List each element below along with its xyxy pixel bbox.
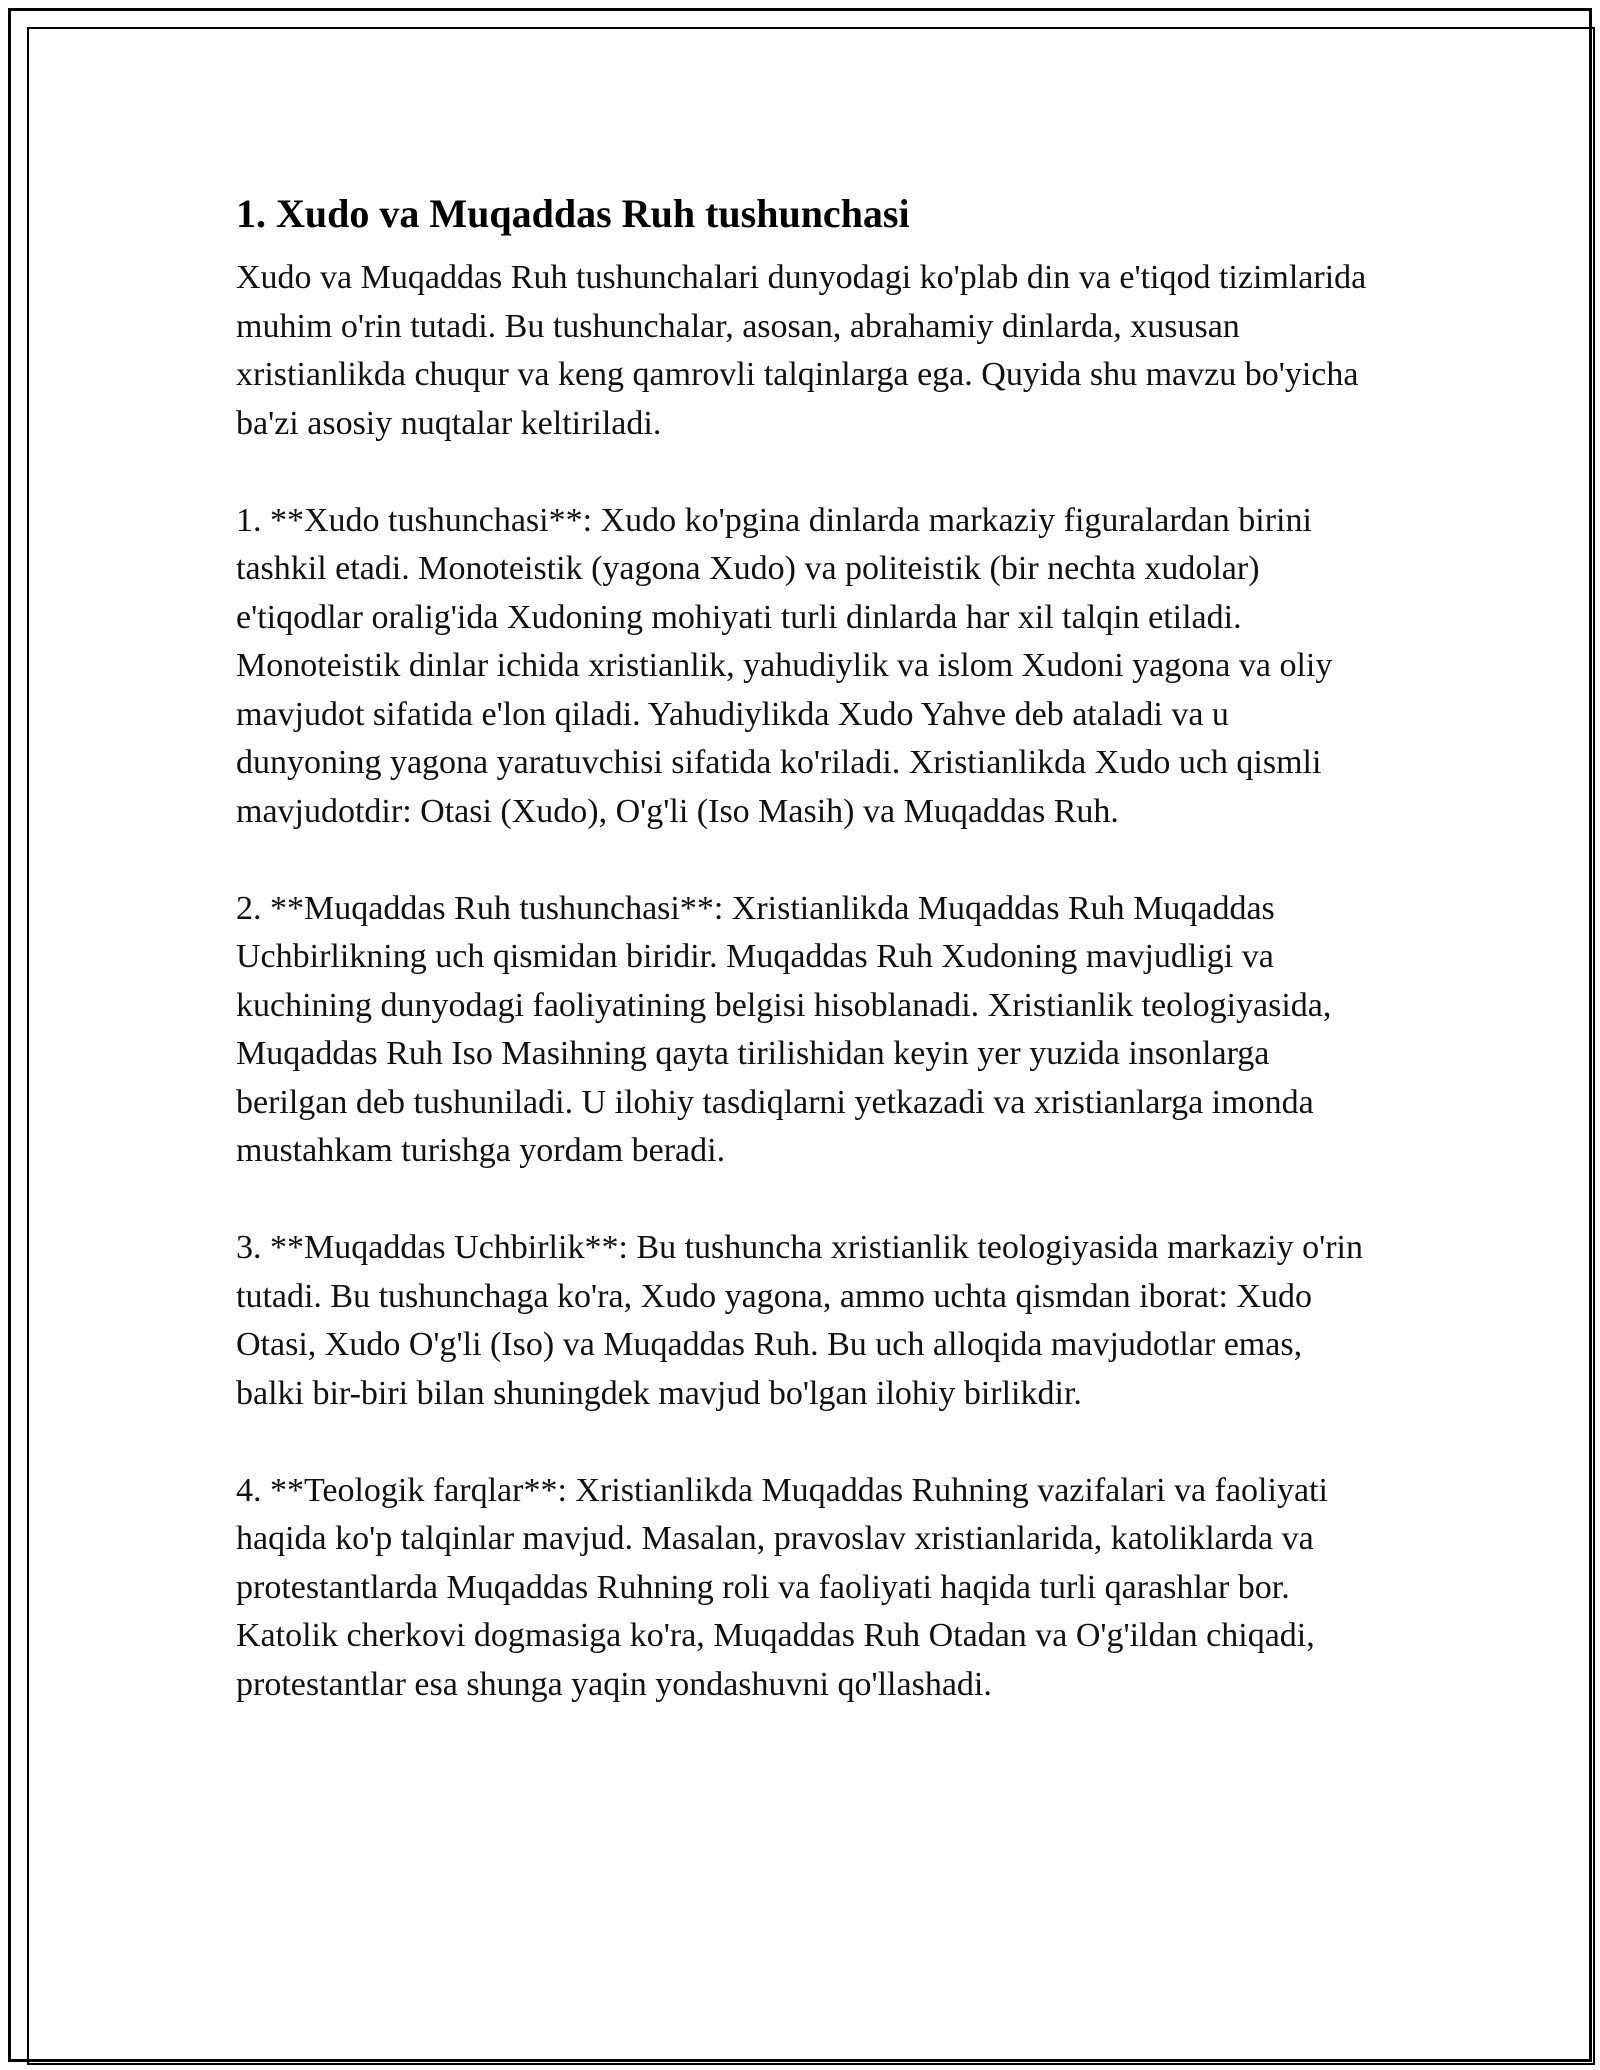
paragraph-holy-trinity: 3. **Muqaddas Uchbirlik**: Bu tushuncha xristianlik teologiyasida markaziy o'rin tutadi. Bu tushunchaga ko'ra, Xudo yagona, ammo uchta qismdan iborat: Xudo Otasi, Xudo O'g'li (Iso) va Muqaddas Ruh. Bu uch alloqida mavjudotlar emas, balki bir-biri bilan shuningdek mavjud bo'lgan ilohiy birlikdir. xyxy=(236,1229,1363,1412)
intro-paragraph: Xudo va Muqaddas Ruh tushunchalari dunyodagi ko'plab din va e'tiqod tizimlarida muhim o'rin tutadi. Bu tushunchalar, asosan, abrahamiy dinlarda, xususan xristianlikda chuqur va keng qamrovli talqinlarga ega. Quyida shu mavzu bo'yicha ba'zi asosiy nuqtalar keltiriladi. xyxy=(236,259,1367,442)
paragraph-holy-spirit-concept: 2. **Muqaddas Ruh tushunchasi**: Xristianlikda Muqaddas Ruh Muqaddas Uchbirlikning uch qismidan biridir. Muqaddas Ruh Xudoning mavjudligi va kuchining dunyodagi faoliyatining belgisi hisoblanadi. Xristianlik teologiyasida, Muqaddas Ruh Iso Masihning qayta tirilishidan keyin yer yuzida insonlarga berilgan deb tushuniladi. U ilohiy tasdiqlarni yetkazadi va xristianlarga imonda mustahkam turishga yordam beradi. xyxy=(236,889,1332,1169)
document-title: 1. Xudo va Muqaddas Ruh tushunchasi xyxy=(236,191,910,236)
paragraph-theological-differences: 4. **Teologik farqlar**: Xristianlikda Muqaddas Ruhning vazifalari va faoliyati haqida ko'p talqinlar mavjud. Masalan, pravoslav xristianlarida, katoliklarda va protestantlarda Muqaddas Ruhning roli va faoliyati haqida turli qarashlar bor. Katolik cherkovi dogmasiga ko'ra, Muqaddas Ruh Otadan va O'g'ildan chiqadi, protestantlar esa shunga yaqin yondashuvni qo'llashadi. xyxy=(236,1471,1328,1703)
document-body xyxy=(236,186,1376,1758)
paragraph-god-concept: 1. **Xudo tushunchasi**: Xudo ko'pgina dinlarda markaziy figuralardan birini tashkil etadi. Monoteistik (yagona Xudo) va politeistik (bir nechta xudolar) e'tiqodlar oralig'ida Xudoning mohiyati turli dinlarda har xil talqin etiladi. Monoteistik dinlar ichida xristianlik, yahudiylik va islom Xudoni yagona va oliy mavjudot sifatida e'lon qiladi. Yahudiylikda Xudo Yahve deb ataladi va u dunyoning yagona yaratuvchisi sifatida ko'riladi. Xristianlikda Xudo uch qismli mavjudotdir: Otasi (Xudo), O'g'li (Iso Masih) va Muqaddas Ruh. xyxy=(236,501,1333,830)
